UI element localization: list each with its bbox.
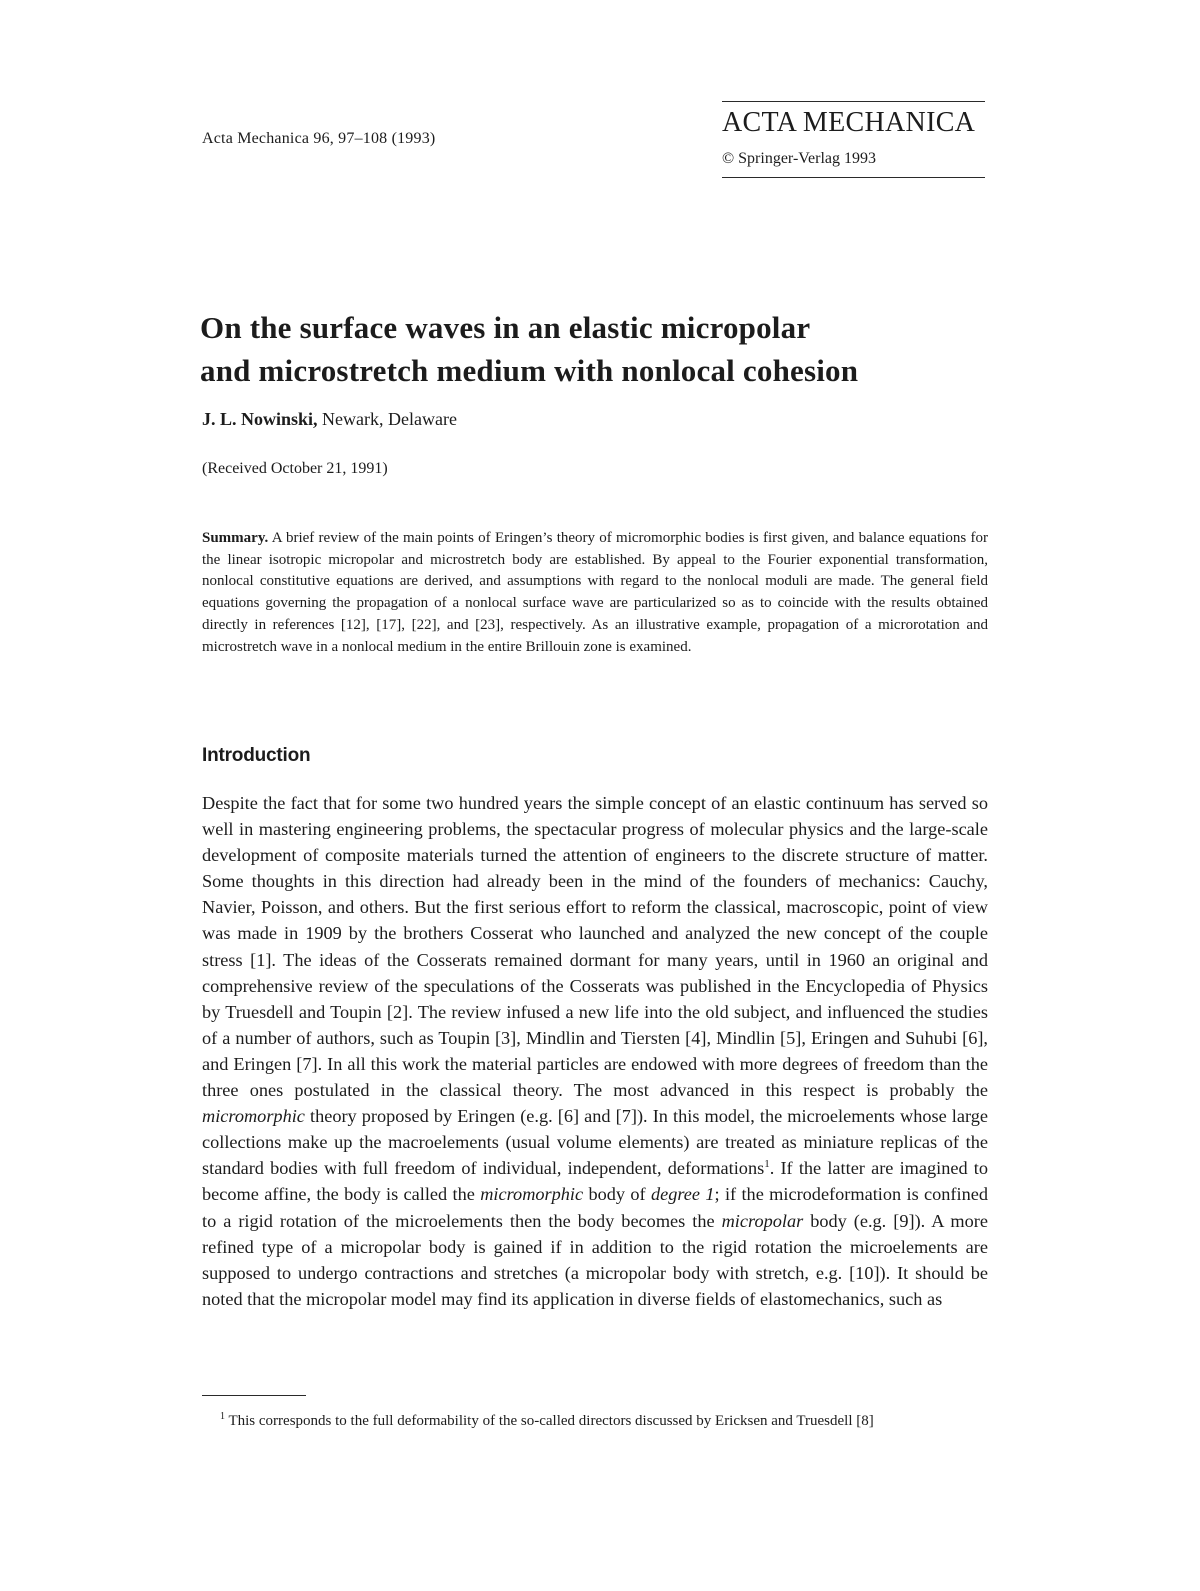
footnote-text: This corresponds to the full deformability of the so-called directors discussed by Ericksen and Truesdell [8] — [225, 1413, 874, 1429]
introduction-paragraph — [202, 790, 988, 1312]
masthead-top-rule — [722, 101, 985, 102]
introduction-heading: Introduction — [202, 745, 311, 766]
intro-text-segment: body (e.g. [9]). A more refined type of a micropolar body is gained if in addition to the rigid rotation the microelements are supposed to undergo contractions and stretches (a micropolar body with stretch, e.g. [10]). It should be noted that the micropolar model may find its application in diverse fields of elastomechanics, such as — [202, 1210, 988, 1309]
footnote-rule — [202, 1395, 306, 1396]
intro-emphasis: micromorphic — [480, 1184, 584, 1205]
author-line — [202, 409, 457, 430]
journal-citation: Acta Mechanica 96, 97–108 (1993) — [202, 130, 436, 147]
author-affiliation: Newark, Delaware — [317, 409, 457, 429]
summary-text: A brief review of the main points of Eringen’s theory of micromorphic bodies is first given, and balance equations for the linear isotropic micropolar and microstretch body are established. By appeal to the Fourier exponential transformation, nonlocal constitutive equations are derived, and assumptions with regard to the nonlocal moduli are made. The general field equations governing the propagation of a nonlocal surface wave are particularized so as to coincide with the results obtained directly in references [12], [17], [22], and [23], respectively. As an illustrative example, propagation of a microrotation and microstretch wave in a nonlocal medium in the entire Brillouin zone is examined. — [202, 530, 988, 655]
footnote-reference: 1 — [764, 1158, 770, 1171]
copyright-notice: © Springer-Verlag 1993 — [722, 150, 877, 167]
article-title-line-2: and microstretch medium with nonlocal cohesion — [200, 353, 859, 388]
article-title-line-1: On the surface waves in an elastic micropolar — [200, 310, 811, 345]
footnote-mark: 1 — [220, 1411, 225, 1422]
received-date: (Received October 21, 1991) — [202, 460, 388, 477]
intro-text-segment: Despite the fact that for some two hundred years the simple concept of an elastic continuum has served so well in mastering engineering problems, the spectacular progress of molecular physics and the large-scale development of composite materials turned the attention of engineers to the discrete structure of matter. Some thoughts in this direction had already been in the mind of the founders of mechanics: Cauchy, Navier, Poisson, and others. But the first serious effort to reform the classical, macroscopic, point of view was made in 1909 by the brothers Cosserat who launched and analyzed the new concept of the couple stress [1]. The ideas of the Cosserats remained dormant for many years, until in 1960 an original and comprehensive review of the speculations of the Cosserats was published in the Encyclopedia of Physics by Truesdell and Toupin [2]. The review infused a new life into the old subject, and influenced the studies of a number of authors, such as Toupin [3], Mindlin and Tiersten [4], Mindlin [5], Eringen and Suhubi [6], and Eringen [7]. In all this work the material particles are endowed with more degrees of freedom than the three ones postulated in the classical theory. The most advanced in this respect is probably the — [202, 793, 988, 1101]
summary-label: Summary. — [202, 530, 269, 546]
intro-emphasis: degree 1 — [650, 1184, 715, 1205]
author-name: J. L. Nowinski, — [202, 409, 318, 429]
intro-emphasis: micromorphic — [202, 1106, 305, 1127]
masthead-bottom-rule — [722, 177, 985, 178]
footnote — [202, 1406, 988, 1432]
article-title — [200, 306, 1000, 392]
intro-text-segment: ; if the microdeformation is confined to a rigid rotation of the microelements then the body becomes the — [202, 1184, 988, 1231]
intro-text-segment: . If the latter are imagined to become affine, the body is called the — [202, 1158, 989, 1205]
intro-emphasis: micropolar — [721, 1210, 804, 1231]
intro-text-segment: theory proposed by Eringen (e.g. [6] and [7]). In this model, the microelements whose large collections make up the macroelements (usual volume elements) are treated as miniature replicas of the standard bodies with full freedom of individual, independent, deformations — [202, 1106, 988, 1179]
summary-paragraph — [202, 528, 988, 658]
intro-text-segment: body of — [583, 1184, 651, 1205]
journal-name: ACTA MECHANICA — [722, 107, 976, 138]
